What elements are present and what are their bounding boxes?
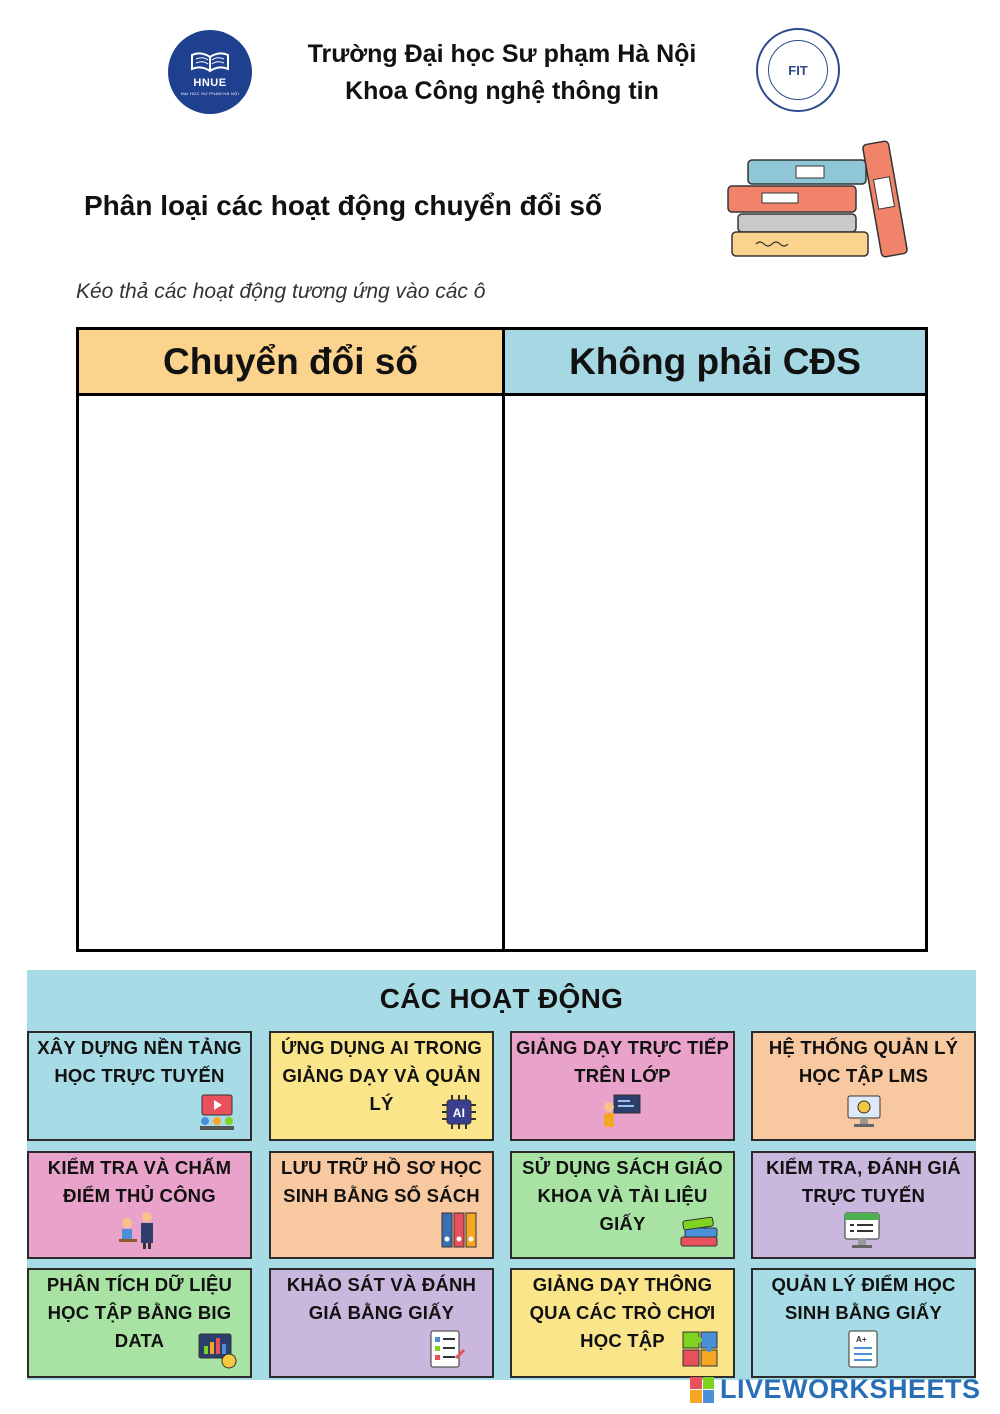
liveworksheets-logo — [690, 1374, 981, 1405]
page-title: Phân loại các hoạt động chuyển đổi số — [84, 190, 603, 221]
liveworksheets-text: LIVEWORKSHEETS — [720, 1374, 981, 1404]
activity-card[interactable] — [510, 1151, 735, 1259]
activity-card[interactable] — [751, 1151, 976, 1259]
activity-card[interactable] — [269, 1151, 494, 1259]
hnue-logo — [168, 30, 252, 114]
analytics-icon — [196, 1328, 238, 1370]
activities-panel — [27, 970, 976, 1380]
activity-label: QUẢN LÝ ĐIỂM HỌC SINH BẰNG GIẤY — [771, 1274, 956, 1323]
puzzle-icon — [679, 1328, 721, 1370]
activities-title: CÁC HOẠT ĐỘNG — [379, 983, 624, 1014]
activity-card[interactable] — [751, 1268, 976, 1378]
svg-text:AI: AI — [452, 1106, 466, 1120]
activity-label: LƯU TRỮ HỒ SƠ HỌC SINH BẰNG SỔ SÁCH — [281, 1157, 482, 1206]
fit-logo-text: FIT — [768, 40, 828, 100]
fit-logo — [756, 28, 840, 112]
school-name: Trường Đại học Sư phạm Hà Nội — [307, 40, 697, 68]
activity-card[interactable] — [510, 1031, 735, 1141]
activity-label: KIỂM TRA VÀ CHẤM ĐIỂM THỦ CÔNG — [47, 1157, 232, 1206]
ai-chip-icon — [438, 1091, 480, 1133]
column-header-not-digital: Không phải CĐS — [505, 330, 925, 396]
column-digital-transformation — [79, 330, 502, 949]
drop-zone-digital[interactable] — [79, 396, 502, 949]
activity-label: ỨNG DỤNG AI TRONG GIẢNG DẠY VÀ QUẢN LÝ — [280, 1037, 482, 1114]
activity-label: SỬ DỤNG SÁCH GIÁO KHOA VÀ TÀI LIỆU GIẤY — [522, 1157, 723, 1234]
sort-table — [76, 327, 928, 952]
computer-monitor-icon — [843, 1091, 885, 1133]
activity-card[interactable] — [27, 1268, 252, 1378]
faculty-name: Khoa Công nghệ thông tin — [345, 77, 659, 105]
activity-card[interactable] — [27, 1151, 252, 1259]
column-not-digital — [502, 330, 925, 949]
instruction-text: Kéo thả các hoạt động tương ứng vào các ô — [76, 280, 486, 303]
activity-card[interactable] — [27, 1031, 252, 1141]
hnue-ring-text: ĐẠI HỌC SƯ PHẠM HÀ NỘI — [180, 90, 240, 96]
binders-icon — [438, 1209, 480, 1251]
activity-card[interactable] — [269, 1031, 494, 1141]
activity-card[interactable] — [269, 1268, 494, 1378]
header — [0, 0, 1000, 140]
activity-label: KHẢO SÁT VÀ ĐÁNH GIÁ BẰNG GIẤY — [286, 1274, 477, 1323]
activity-label: KIỂM TRA, ĐÁNH GIÁ TRỰC TUYẾN — [766, 1157, 961, 1206]
activity-card[interactable] — [510, 1268, 735, 1378]
teacher-student-icon — [117, 1209, 159, 1251]
school-heading — [260, 36, 744, 110]
online-learning-icon — [196, 1091, 238, 1133]
liveworksheets-mark-icon — [690, 1377, 714, 1403]
grade-sheet-icon — [843, 1328, 885, 1370]
book-stack-icon — [679, 1209, 721, 1251]
activity-label: XÂY DỰNG NỀN TẢNG HỌC TRỰC TUYẾN — [37, 1037, 242, 1086]
drop-zone-not-digital[interactable] — [505, 396, 925, 949]
activity-label: PHÂN TÍCH DỮ LIỆU HỌC TẬP BẰNG BIG DATA — [46, 1274, 233, 1351]
open-book-icon — [190, 49, 230, 73]
paper-survey-icon — [426, 1328, 468, 1370]
online-exam-icon — [841, 1209, 883, 1251]
column-header-digital: Chuyển đổi số — [79, 330, 502, 396]
svg-text:A+: A+ — [856, 1335, 867, 1344]
books-illustration-icon — [726, 138, 916, 260]
activity-label: HỆ THỐNG QUẢN LÝ HỌC TẬP LMS — [768, 1037, 959, 1086]
hnue-abbr: HNUE — [193, 76, 227, 89]
activity-label: GIẢNG DẠY THÔNG QUA CÁC TRÒ CHƠI HỌC TẬP — [529, 1274, 716, 1351]
teacher-board-icon — [600, 1091, 642, 1133]
activity-label: GIẢNG DẠY TRỰC TIẾP TRÊN LỚP — [515, 1037, 730, 1086]
activity-card[interactable] — [751, 1031, 976, 1141]
